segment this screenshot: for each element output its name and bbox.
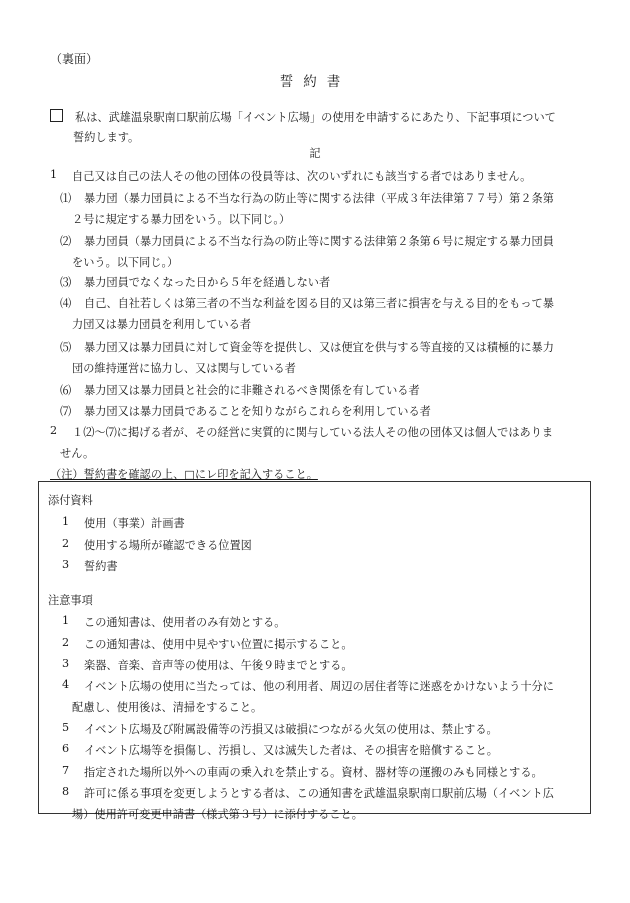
item-2-number: 2: [50, 424, 58, 437]
pledge-intro: [50, 108, 590, 148]
sub-1-line-1: 暴力団（暴力団員による不当な行為の防止等に関する法律（平成３年法律第７７号）第２条第: [84, 192, 554, 205]
caution-8-line-2: 場）使用許可変更申請書（様式第３号）に添付すること。: [72, 808, 363, 821]
sub-1-line-2: ２号に規定する暴力団をいう。以下同じ。）: [72, 213, 291, 226]
caution-3-number: 3: [62, 657, 70, 670]
sub-4-line-2: 力団又は暴力団員を利用している者: [72, 318, 252, 331]
caution-8-number: 8: [62, 785, 70, 798]
ki-heading: 記: [309, 147, 321, 160]
caution-1-line-1: この通知書は、使用者のみ有効とする。: [84, 616, 286, 629]
caution-3-line-1: 楽器、音楽、音声等の使用は、午後９時までとする。: [84, 659, 353, 672]
caution-2-line-1: この通知書は、使用中見やすい位置に掲示すること。: [84, 638, 353, 651]
document-title: 誓約書: [279, 74, 351, 90]
sub-3-number: ⑶: [60, 276, 72, 289]
item-1-number: 1: [50, 168, 58, 181]
caution-6-line-1: イベント広場等を損傷し、汚損し、又は滅失した者は、その損害を賠償すること。: [84, 744, 498, 757]
sub-6-number: ⑹: [60, 384, 72, 397]
attachment-3-number: 3: [62, 558, 70, 571]
caution-4-line-1: イベント広場の使用に当たっては、他の利用者、周辺の居住者等に迷惑をかけないよう十分に: [84, 680, 554, 693]
cautions-heading: 注意事項: [48, 594, 93, 607]
caution-8-line-1: 許可に係る事項を変更しようとする者は、この通知書を武雄温泉駅南口駅前広場（イベント広: [84, 787, 554, 800]
caution-5-line-1: イベント広場及び附属設備等の汚損又は破損につながる火気の使用は、禁止する。: [84, 723, 498, 736]
sub-4-line-1: 自己、自社若しくは第三者の不当な利益を図る目的又は第三者に損害を与える目的をもって暴: [84, 297, 554, 310]
sub-5-number: ⑸: [60, 341, 72, 354]
sub-2-number: ⑵: [60, 235, 72, 248]
intro-line-2: 誓約します。: [73, 131, 140, 144]
attachment-2-text: 使用する場所が確認できる位置図: [84, 539, 252, 552]
sub-2-line-2: をいう。以下同じ。）: [72, 256, 179, 269]
sub-2-line-1: 暴力団員（暴力団員による不当な行為の防止等に関する法律第２条第６号に規定する暴力団員: [84, 235, 554, 248]
item-1-text: 自己又は自己の法人その他の団体の役員等は、次のいずれにも該当する者ではありません。: [72, 170, 532, 183]
item-2-line-1: １⑵～⑺に掲げる者が、その経営に実質的に関与している法人その他の団体又は個人ではありま: [72, 426, 554, 439]
checkbox-note: （注）誓約書を確認の上、□にレ印を記入すること。: [50, 468, 318, 481]
intro-line-1: 私は、武雄温泉駅南口駅前広場「イベント広場」の使用を申請するにあたり、下記事項について: [75, 111, 556, 124]
sub-6-line-1: 暴力団又は暴力団員と社会的に非難されるべき関係を有している者: [84, 384, 420, 397]
caution-4-line-2: 配慮し、使用後は、清掃をすること。: [72, 701, 263, 714]
attachment-3-text: 誓約書: [84, 560, 118, 573]
sub-3-line-1: 暴力団員でなくなった日から５年を経過しない者: [84, 276, 331, 289]
attachment-1-number: 1: [62, 515, 70, 528]
sub-4-number: ⑷: [60, 297, 72, 310]
attachment-1-text: 使用（事業）計画書: [84, 517, 185, 530]
item-2-line-2: せん。: [60, 447, 95, 460]
pledge-checkbox[interactable]: [50, 109, 63, 122]
attachment-2-number: 2: [62, 537, 70, 550]
sub-5-line-2: 団の維持運営に協力し、又は関与している者: [72, 362, 296, 375]
caution-4-number: 4: [62, 678, 70, 691]
page-side-label: （裏面）: [50, 52, 99, 66]
caution-1-number: 1: [62, 614, 70, 627]
sub-5-line-1: 暴力団又は暴力団員に対して資金等を提供し、又は便宜を供与する等直接的又は積極的に暴力: [84, 341, 554, 354]
caution-6-number: 6: [62, 742, 70, 755]
caution-7-line-1: 指定された場所以外への車両の乗入れを禁止する。資材、器材等の運搬のみも同様とする。: [84, 766, 543, 779]
sub-1-number: ⑴: [60, 192, 72, 205]
sub-7-line-1: 暴力団又は暴力団員であることを知りながらこれらを利用している者: [84, 405, 431, 418]
caution-7-number: 7: [62, 764, 70, 777]
attachments-heading: 添付資料: [48, 494, 93, 507]
sub-7-number: ⑺: [60, 405, 72, 418]
caution-2-number: 2: [62, 636, 70, 649]
caution-5-number: 5: [62, 721, 70, 734]
